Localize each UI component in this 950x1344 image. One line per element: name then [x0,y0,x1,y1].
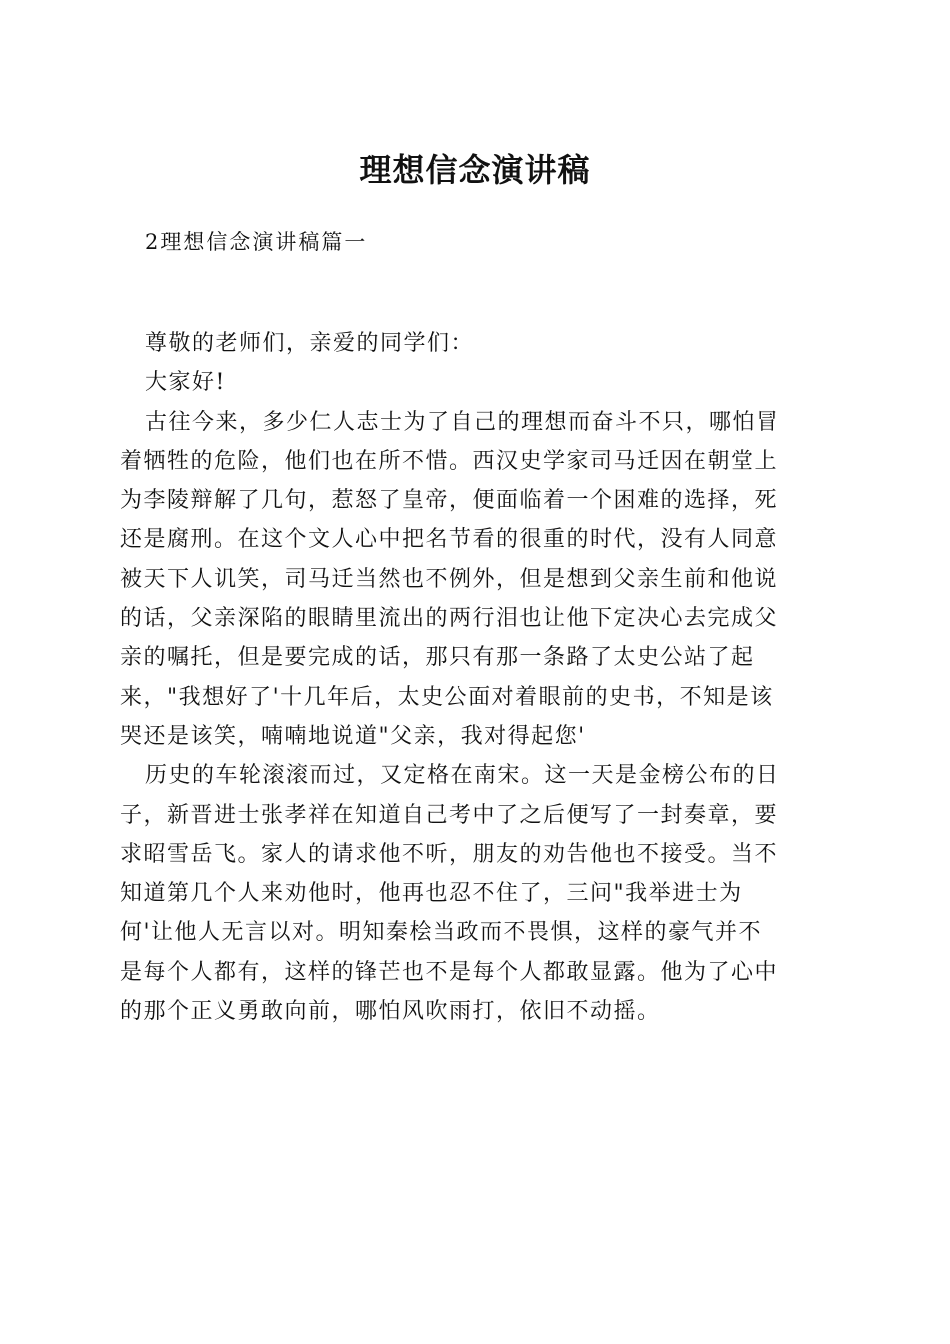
body-line: 求昭雪岳飞。家人的请求他不听，朋友的劝告他也不接受。当不 [120,841,779,867]
body-line: 历史的车轮滚滚而过，又定格在南宋。这一天是金榜公布的日 [145,763,780,789]
body-line: 古往今来，多少仁人志士为了自己的理想而奋斗不只，哪怕冒 [145,409,780,435]
document-body [120,324,832,1031]
body-line: 被天下人讥笑，司马迁当然也不例外，但是想到父亲生前和他说 [120,566,779,592]
body-line: 着牺牲的危险，他们也在所不惜。西汉史学家司马迁因在朝堂上 [120,448,779,474]
body-line: 还是腐刑。在这个文人心中把名节看的很重的时代，没有人同意 [120,527,779,553]
document-subtitle: 2理想信念演讲稿篇一 [145,230,368,254]
body-line: 尊敬的老师们，亲爱的同学们： [145,331,475,356]
body-line: 哭还是该笑，喃喃地说道"父亲，我对得起您' [120,723,586,749]
body-line: 的话，父亲深陷的眼睛里流出的两行泪也让他下定决心去完成父 [120,606,779,632]
body-line: 是每个人都有，这样的锋芒也不是每个人都敢显露。他为了心中 [120,959,779,985]
body-line: 的那个正义勇敢向前，哪怕风吹雨打，依旧不动摇。 [120,999,661,1025]
body-line: 大家好! [145,370,226,396]
body-line: 亲的嘱托，但是要完成的话，那只有那一条路了太史公站了起 [120,645,755,671]
body-line: 知道第几个人来劝他时，他再也忍不住了，三问"我举进士为 [120,881,743,907]
body-line: 为李陵辩解了几句，惹怒了皇帝，便面临着一个困难的选择，死 [120,488,779,514]
body-line: 子，新晋进士张孝祥在知道自己考中了之后便写了一封奏章，要 [120,802,779,828]
document-title: 理想信念演讲稿 [359,151,591,189]
body-line: 何'让他人无言以对。明知秦桧当政而不畏惧，这样的豪气并不 [120,920,763,946]
body-line: 来，"我想好了'十几年后，太史公面对着眼前的史书，不知是该 [120,684,774,710]
